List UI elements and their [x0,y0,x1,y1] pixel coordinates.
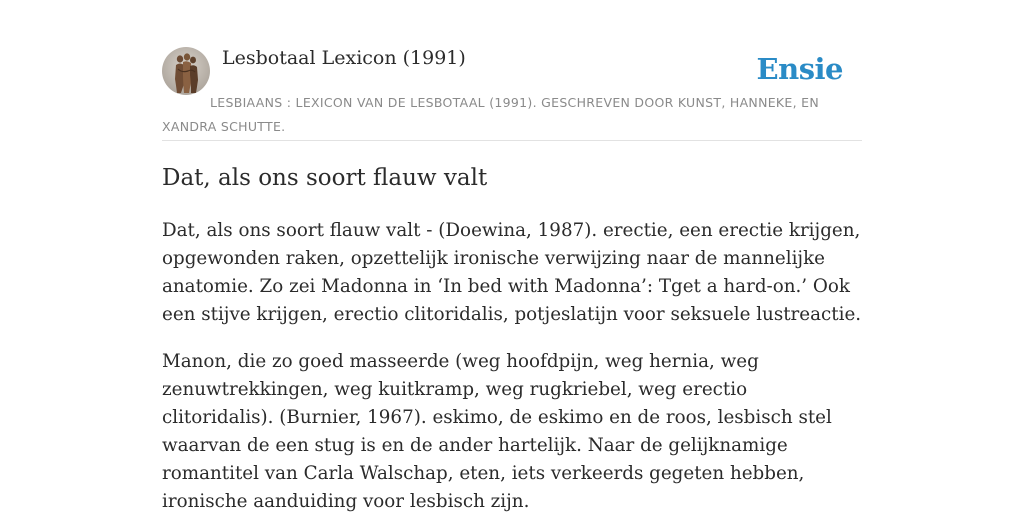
definition-paragraph: Manon, die zo goed masseerde (weg hoofdpijn, weg hernia, weg zenuwtrekkingen, weg kuitkramp, weg rugkriebel, weg erectio clitoridalis). (Burnier, 1967). eskimo, de eskimo en de roos, lesbisch stel waarvan de een stug is en de ander hartelijk. Naar de gelijknamige romantitel van Carla Walschap, eten, iets verkeerds gegeten hebben, ironische aanduiding voor lesbisch zijn. [162,351,832,512]
definition-paragraph: Dat, als ons soort flauw valt - (Doewina, 1987). erectie, een erectie krijgen, opgewonden raken, opzettelijk ironische verwijzing naar de mannelijke anatomie. Zo zei Madonna in ‘In bed with Madonna’: Tget a hard-on.’ Ook een stijve krijgen, erectio clitoridalis, potjeslatijn voor seksuele lustreactie. [162,220,862,325]
dictionary-description: LESBIAANS : LEXICON VAN DE LESBOTAAL (1991). GESCHREVEN DOOR KUNST, HANNEKE, EN XANDRA SCHUTTE. [162,95,820,134]
definition-article [162,160,862,512]
dictionary-title[interactable]: Lesbotaal Lexicon (1991) [222,47,466,69]
ensie-logo[interactable]: Ensie [756,52,843,86]
statue-thumbnail-icon [162,47,210,95]
dictionary-header [162,46,862,141]
dictionary-avatar[interactable] [162,47,210,95]
term-heading: Dat, als ons soort flauw valt [162,165,488,191]
